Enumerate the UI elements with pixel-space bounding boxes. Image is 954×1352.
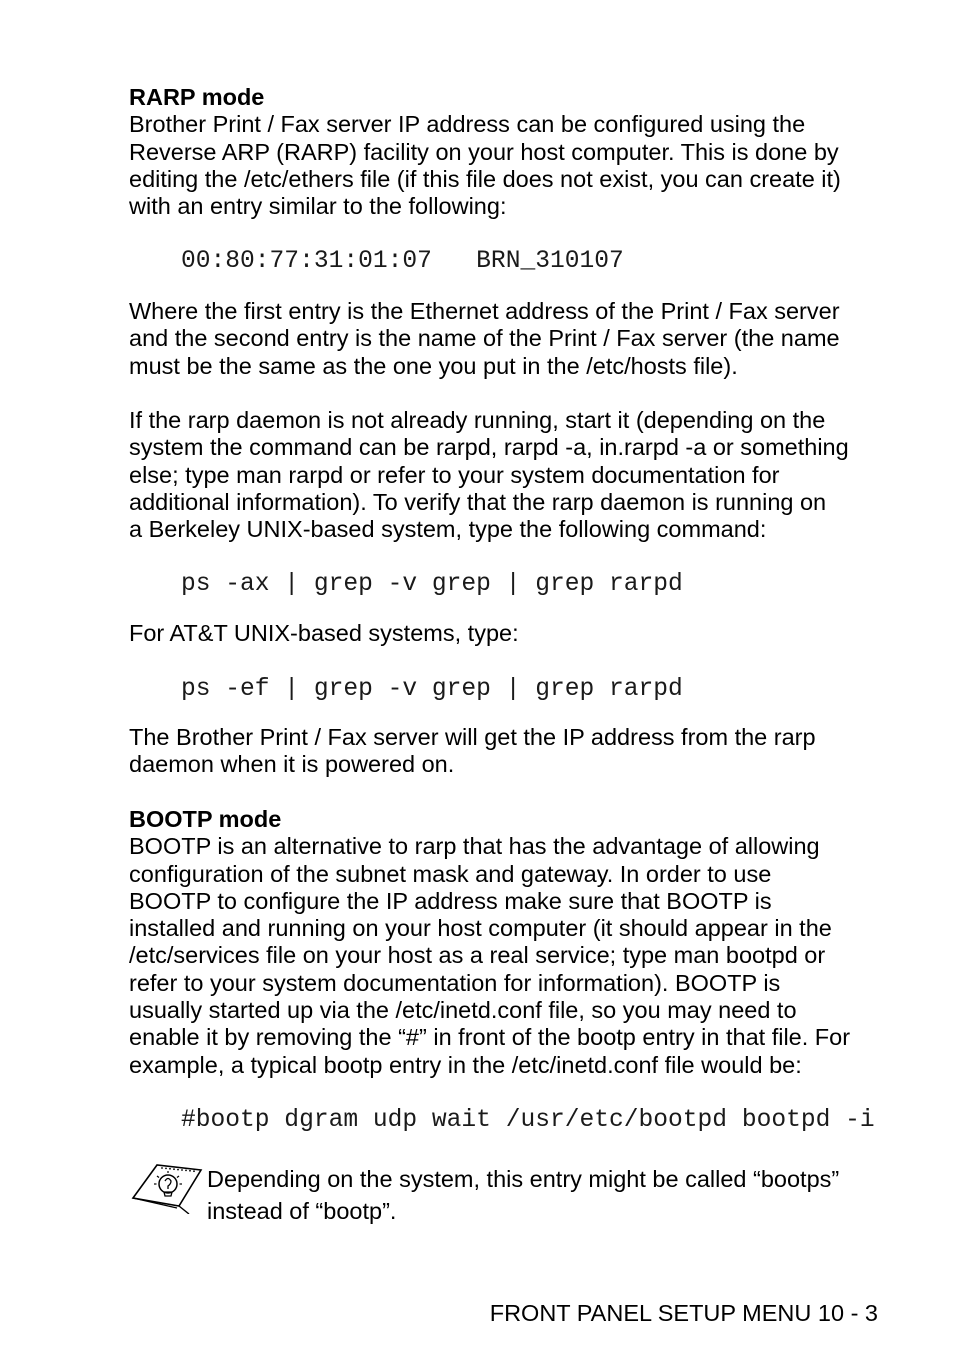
rarp-daemon-paragraph [129, 407, 879, 543]
paragraph-line: enable it by removing the “#” in front of the bootp entry in that file. For [129, 1024, 851, 1051]
paragraph-line: BOOTP to configure the IP address make sure that BOOTP is [129, 887, 772, 914]
bootp-mode-heading: BOOTP mode [129, 806, 282, 832]
note-line: instead of “bootp”. [207, 1198, 397, 1224]
paragraph-line: else; type man rarpd or refer to your system documentation for [129, 461, 780, 488]
code-ethers-entry: 00:80:77:31:01:07 BRN_310107 [181, 248, 624, 275]
code-inetd-bootp-entry: #bootp dgram udp wait /usr/etc/bootpd bootpd -i [181, 1107, 875, 1134]
paragraph-line: system the command can be rarpd, rarpd -a, in.rarpd -a or something [129, 434, 849, 461]
paragraph-line: and the second entry is the name of the Print / Fax server (the name [129, 325, 840, 352]
paragraph-line: a Berkeley UNIX-based system, type the following command: [129, 516, 767, 543]
bootp-section [129, 806, 879, 1079]
paragraph-line: must be the same as the one you put in the /etc/hosts file). [129, 352, 738, 379]
paragraph-line: editing the /etc/ethers file (if this file does not exist, you can create it) [129, 165, 841, 192]
note-line: Depending on the system, this entry might be called “bootps” [207, 1166, 840, 1192]
note-hint-icon [131, 1162, 203, 1214]
paragraph-line: installed and running on your host computer (it should appear in the [129, 915, 832, 942]
paragraph-line: BOOTP is an alternative to rarp that has the advantage of allowing [129, 833, 820, 860]
paragraph-line: Reverse ARP (RARP) facility on your host computer. This is done by [129, 138, 839, 165]
paragraph-line: /etc/services file on your host as a real service; type man bootpd or [129, 942, 826, 969]
paragraph-line: For AT&T UNIX-based systems, type: [129, 620, 519, 646]
paragraph-line: example, a typical bootp entry in the /etc/inetd.conf file would be: [129, 1051, 802, 1078]
att-paragraph [129, 620, 879, 647]
paragraph-line: If the rarp daemon is not already running, start it (depending on the [129, 407, 826, 433]
paragraph-line: configuration of the subnet mask and gateway. In order to use [129, 860, 772, 887]
page-footer: FRONT PANEL SETUP MENU 10 - 3 [489, 1300, 878, 1326]
paragraph-line: daemon when it is powered on. [129, 751, 455, 778]
paragraph-line: Brother Print / Fax server IP address can be configured using the [129, 111, 806, 138]
paragraph-line: with an entry similar to the following: [129, 193, 507, 220]
rarp-mode-heading: RARP mode [129, 84, 265, 110]
paragraph-line: The Brother Print / Fax server will get the IP address from the rarp [129, 724, 816, 750]
ethers-explanation-paragraph [129, 298, 879, 380]
paragraph-line: usually started up via the /etc/inetd.conf file, so you may need to [129, 997, 797, 1024]
code-att-command: ps -ef | grep -v grep | grep rarpd [181, 676, 683, 703]
paragraph-line: Where the first entry is the Ethernet address of the Print / Fax server [129, 298, 840, 324]
paragraph-line: refer to your system documentation for information). BOOTP is [129, 969, 781, 996]
powered-on-paragraph [129, 724, 879, 779]
note-text [207, 1163, 887, 1227]
paragraph-line: additional information). To verify that the rarp daemon is running on [129, 488, 827, 515]
code-berkeley-command: ps -ax | grep -v grep | grep rarpd [181, 571, 683, 598]
rarp-section-intro [129, 84, 879, 220]
